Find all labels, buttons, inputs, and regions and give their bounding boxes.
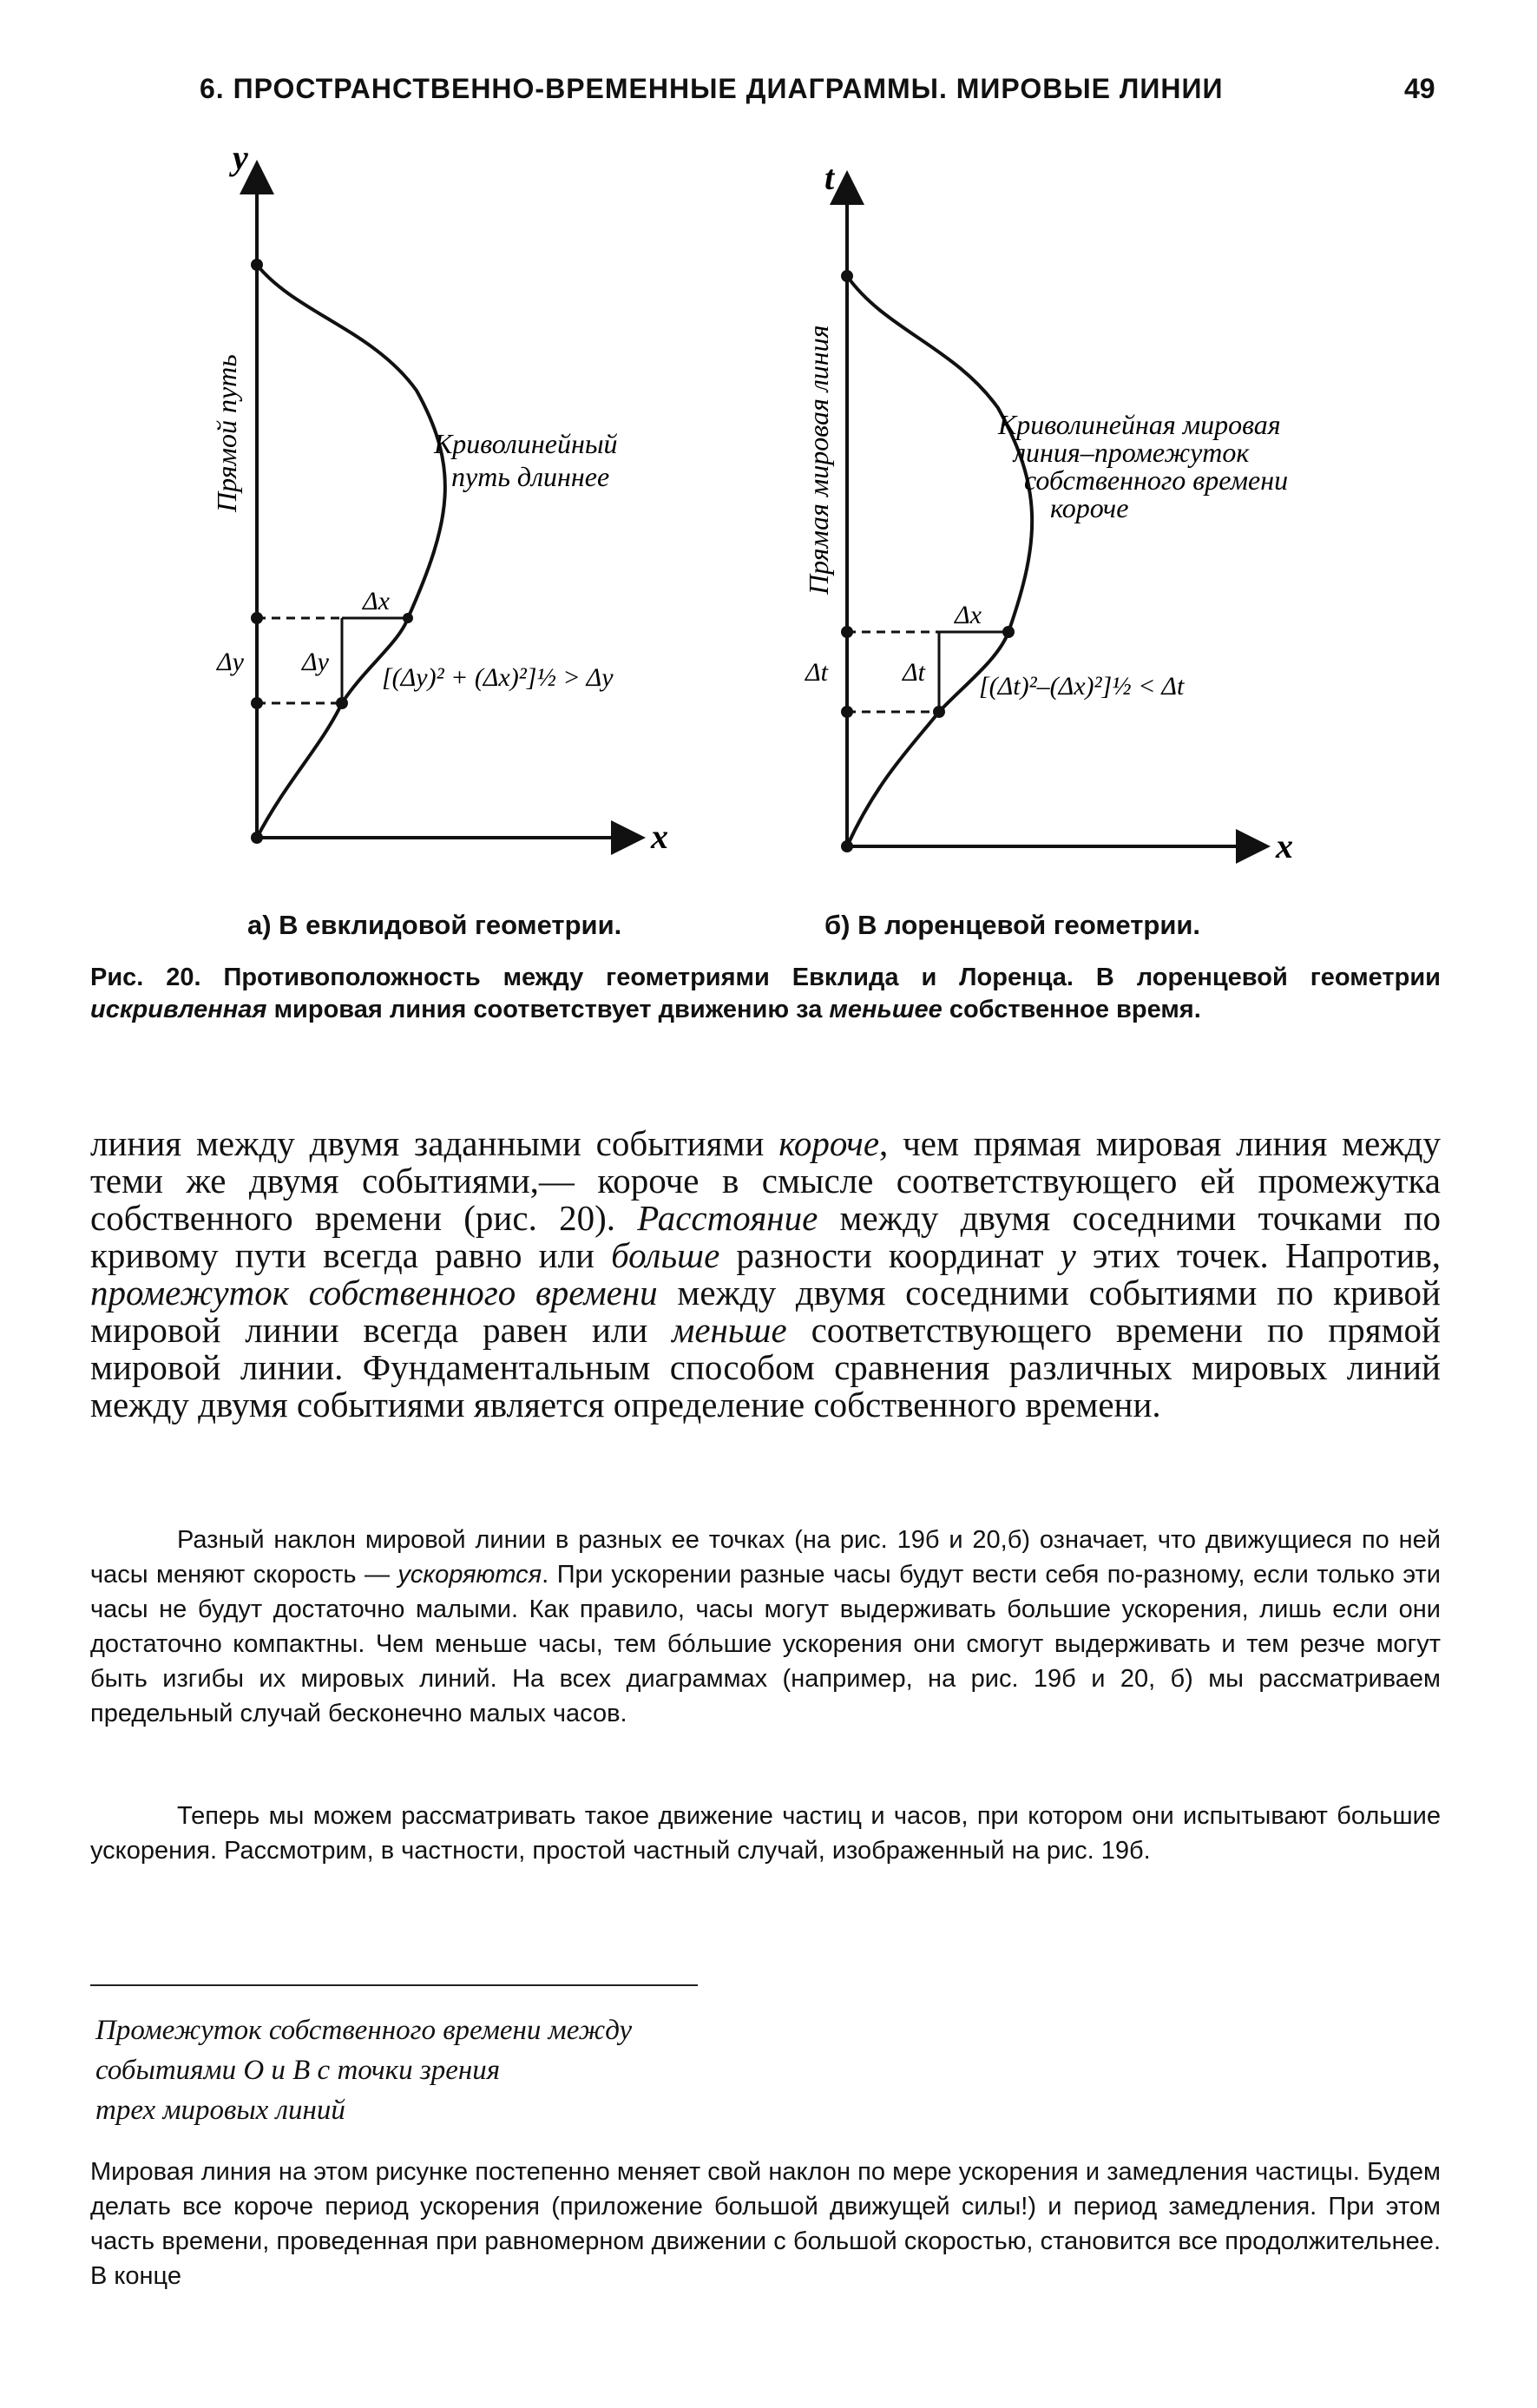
right-vertical-label: Прямая мировая линия: [803, 325, 834, 595]
right-curve-label-4: короче: [1050, 492, 1129, 523]
small-paragraph-2: Теперь мы можем рассматривать такое движение частиц и часов, при котором они испытывают большие ускорения. Рассмотрим, в частности, простой частный случай, изображенный на рис. 19б.: [90, 1802, 1441, 1865]
right-formula: [(Δt)²–(Δx)²]½ < Δt: [979, 672, 1185, 701]
right-t-label: t: [824, 158, 835, 197]
section-rule: [90, 1984, 698, 1986]
left-vertical-label: Прямой путь: [211, 354, 242, 512]
left-curve-label-2: путь длиннее: [451, 461, 610, 492]
left-curve-label-1: Криволинейный: [434, 428, 618, 459]
subcaption-b: б) В лоренцевой геометрии.: [824, 910, 1201, 940]
main-paragraph: линия между двумя заданными событиями короче, чем прямая мировая линия между теми же двумя событиями,— короче в смысле соответствующего ей промежутка собственного времени (рис. 20). Расстояние между двумя соседними точками по кривому пути всегда равно или больше разности координат у этих точек. Напротив, промежуток собственного времени между двумя соседними событиями по кривой мировой линии всегда равен или меньше соответствующего времени по прямой мировой линии. Фундаментальным способом сравнения различных мировых линий между двумя событиями является определение собственного времени.: [90, 1123, 1441, 1424]
right-curve-label-3: собственного времени: [1024, 464, 1289, 496]
left-curve: [257, 265, 445, 838]
right-dt-label-inner: Δt: [903, 658, 925, 687]
left-dy-label-inner: Δy: [302, 648, 329, 676]
right-dt-label-axis: Δt: [805, 658, 828, 687]
left-panel: [257, 163, 642, 838]
page-number: 49: [1404, 73, 1435, 104]
right-curve-label-2: линия–промежуток: [1014, 437, 1250, 468]
small-paragraph-1: Разный наклон мировой линии в разных ее точках (на рис. 19б и 20,б) означает, что движущиеся по ней часы меняют скорость — ускоряются. При ускорении разные часы будут вести себя по-разному, если только эти часы не будут достаточно малыми. Как правило, часы могут выдерживать большие ускорения, лишь если они достаточно компактны. Чем меньше часы, тем бóльшие ускорения они смогут выдерживать и тем резче могут быть изгибы их мировых линий. На всех диаграммах (например, на рис. 19б и 20, б) мы рассматриваем предельный случай бесконечно малых часов.: [90, 1526, 1441, 1727]
left-x-label: x: [651, 817, 668, 856]
figure-20: [0, 0, 1537, 911]
subcaption-a: а) В евклидовой геометрии.: [247, 910, 622, 940]
right-curve-label-1: Криволинейная мировая: [998, 409, 1281, 440]
left-dx-label: Δx: [363, 587, 390, 615]
figure-caption: Рис. 20. Противоположность между геометриями Евклида и Лоренца. В лоренцевой геометрии искривленная мировая линия соответствует движению за меньшее собственное время.: [90, 964, 1441, 1023]
left-y-label: y: [233, 138, 248, 177]
left-dy-label-axis: Δy: [217, 648, 244, 676]
right-points: [841, 270, 1015, 852]
left-formula: [(Δy)² + (Δx)²]½ > Δy: [382, 663, 614, 692]
small-paragraph-3: Мировая линия на этом рисунке постепенно меняет свой наклон по мере ускорения и замедления частицы. Будем делать все короче период ускорения (приложение большой движущей силы!) и период замедления. При этом часть времени, проведенная при равномерном движении с большой скоростью, становится все продолжительнее. В конце: [90, 2158, 1441, 2290]
right-dx-label: Δx: [955, 601, 982, 629]
running-header: 6. ПРОСТРАНСТВЕННО-ВРЕМЕННЫЕ ДИАГРАММЫ. МИРОВЫЕ ЛИНИИ: [200, 73, 1224, 104]
right-curve: [847, 276, 1032, 846]
right-x-label: x: [1276, 826, 1293, 865]
marginal-heading: Промежуток собственного времени между событиями О и В с точки зрения трех мировых линий: [95, 2015, 633, 2126]
left-points: [251, 259, 413, 844]
